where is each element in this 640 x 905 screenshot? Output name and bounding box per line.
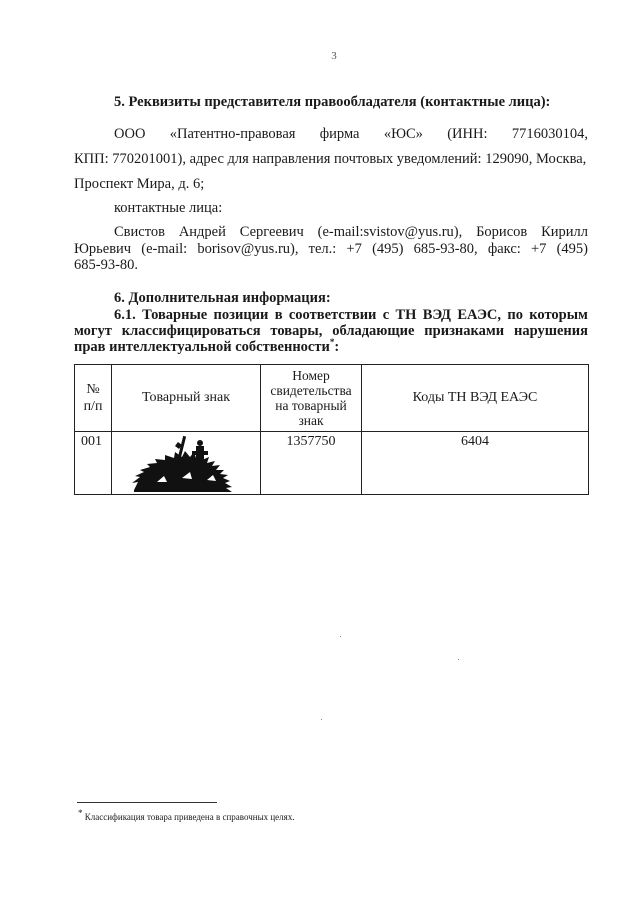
scan-speck xyxy=(458,659,459,660)
footnote-mark: * xyxy=(78,808,83,818)
company-line-3: Проспект Мира, д. 6; xyxy=(74,176,205,192)
header-certificate-line-2: свидетельства xyxy=(270,383,352,398)
contacts-line-1-word: Кирилл xyxy=(541,224,588,240)
subsection-6-1-line-2-word: обладающие xyxy=(332,323,415,339)
row-codes: 6404 xyxy=(362,432,589,495)
contacts-line-1-word: Андрей xyxy=(178,224,226,240)
contacts-line-2 xyxy=(74,241,588,258)
contacts-line-2-word: (495) xyxy=(556,241,588,257)
company-line-1 xyxy=(114,126,588,143)
subsection-6-1-line-2-word: классифицироваться xyxy=(121,323,261,339)
company-line-1-word: 7716030104, xyxy=(511,126,588,142)
contacts-line-2-word: Юрьевич xyxy=(74,241,132,257)
subsection-6-1-line-3 xyxy=(74,337,339,356)
subsection-6-1-line-1-word: Товарные xyxy=(142,307,208,323)
contacts-line-1-word: Сергеевич xyxy=(239,224,304,240)
subsection-6-1-line-2-word: признаками xyxy=(424,323,505,339)
contacts-label: контактные лица: xyxy=(114,200,223,216)
page-number: 3 xyxy=(331,50,337,62)
subsection-6-1-line-2-word: товары, xyxy=(270,323,323,339)
section-5-heading: 5. Реквизиты представителя правообладателя (контактные лица): xyxy=(114,94,551,110)
table-header-row xyxy=(75,365,589,432)
contacts-line-2-word: факс: xyxy=(487,241,521,257)
company-line-1-word: ООО xyxy=(114,126,146,142)
subsection-6-1-line-1-word: ВЭД xyxy=(422,307,451,323)
contacts-line-2-word: (e-mail: xyxy=(141,241,188,257)
subsection-6-1-line-2-word: могут xyxy=(74,323,112,339)
contacts-line-2-word: +7 xyxy=(346,241,362,257)
subsection-6-1-line-3-colon: : xyxy=(334,338,340,355)
contacts-line-2-word: +7 xyxy=(530,241,547,257)
row-number: 001 xyxy=(75,432,112,495)
subsection-6-1-line-1-word: ЕАЭС, xyxy=(457,307,502,323)
company-line-1-word: (ИНН: xyxy=(447,126,488,142)
company-line-1-word: фирма xyxy=(319,126,360,142)
header-number xyxy=(75,365,112,432)
subsection-6-1-line-1-word: позиции xyxy=(213,307,269,323)
header-number-symbol: № xyxy=(86,382,100,397)
subsection-6-1-line-2-word: нарушения xyxy=(513,323,588,339)
company-line-2: КПП: 770201001), адрес для направления почтовых уведомлений: 129090, Москва, xyxy=(74,151,587,167)
row-certificate: 1357750 xyxy=(261,432,362,495)
table-row xyxy=(75,432,589,495)
footnote-divider xyxy=(77,802,217,803)
header-certificate xyxy=(261,365,362,432)
subsection-6-1-line-1-word: в xyxy=(274,307,283,323)
subsection-6-1-line-3-text: прав интеллектуальной собственности xyxy=(74,338,330,355)
header-certificate-line-3: на товарный xyxy=(275,398,347,413)
subsection-6-1-line-1-word: 6.1. xyxy=(114,307,136,323)
contacts-line-1-word: Свистов xyxy=(114,224,165,240)
company-line-1-word: «ЮС» xyxy=(383,126,423,142)
scan-speck xyxy=(340,636,341,637)
subsection-6-1-line-1-word: которым xyxy=(529,307,588,323)
footnote-text: Классификация товара приведена в справочных целях. xyxy=(84,812,295,822)
goods-table xyxy=(74,364,589,495)
header-trademark: Товарный знак xyxy=(112,365,261,432)
contacts-line-1 xyxy=(114,224,588,241)
row-trademark-cell xyxy=(112,432,261,495)
contacts-line-2-word: (495) xyxy=(372,241,404,257)
hedgehog-logo-icon xyxy=(112,432,260,492)
footnote-reference-mark: * xyxy=(329,337,335,347)
subsection-6-1-line-1-word: соответствии xyxy=(288,307,377,323)
header-certificate-line-4: знак xyxy=(298,413,324,428)
subsection-6-1-line-1-word: с xyxy=(382,307,390,323)
contacts-line-1-word: Борисов xyxy=(476,224,528,240)
subsection-6-1-line-1 xyxy=(114,307,588,324)
header-certificate-line-1: Номер xyxy=(292,368,330,383)
subsection-6-1-line-1-word: по xyxy=(507,307,523,323)
footnote xyxy=(78,808,295,822)
contacts-line-2-word: borisov@yus.ru), xyxy=(197,241,299,257)
section-6-heading: 6. Дополнительная информация: xyxy=(114,290,331,306)
contacts-line-1-word: (e-mail:svistov@yus.ru), xyxy=(317,224,463,240)
scan-speck xyxy=(321,719,322,720)
header-number-abbrev: п/п xyxy=(83,399,103,414)
company-line-1-word: «Патентно-правовая xyxy=(169,126,296,142)
contacts-line-2-word: тел.: xyxy=(308,241,337,257)
header-codes: Коды ТН ВЭД ЕАЭС xyxy=(362,365,589,432)
contacts-line-2-word: 685-93-80, xyxy=(413,241,478,257)
subsection-6-1-line-1-word: ТН xyxy=(395,307,417,323)
contacts-line-3: 685-93-80. xyxy=(74,257,139,273)
